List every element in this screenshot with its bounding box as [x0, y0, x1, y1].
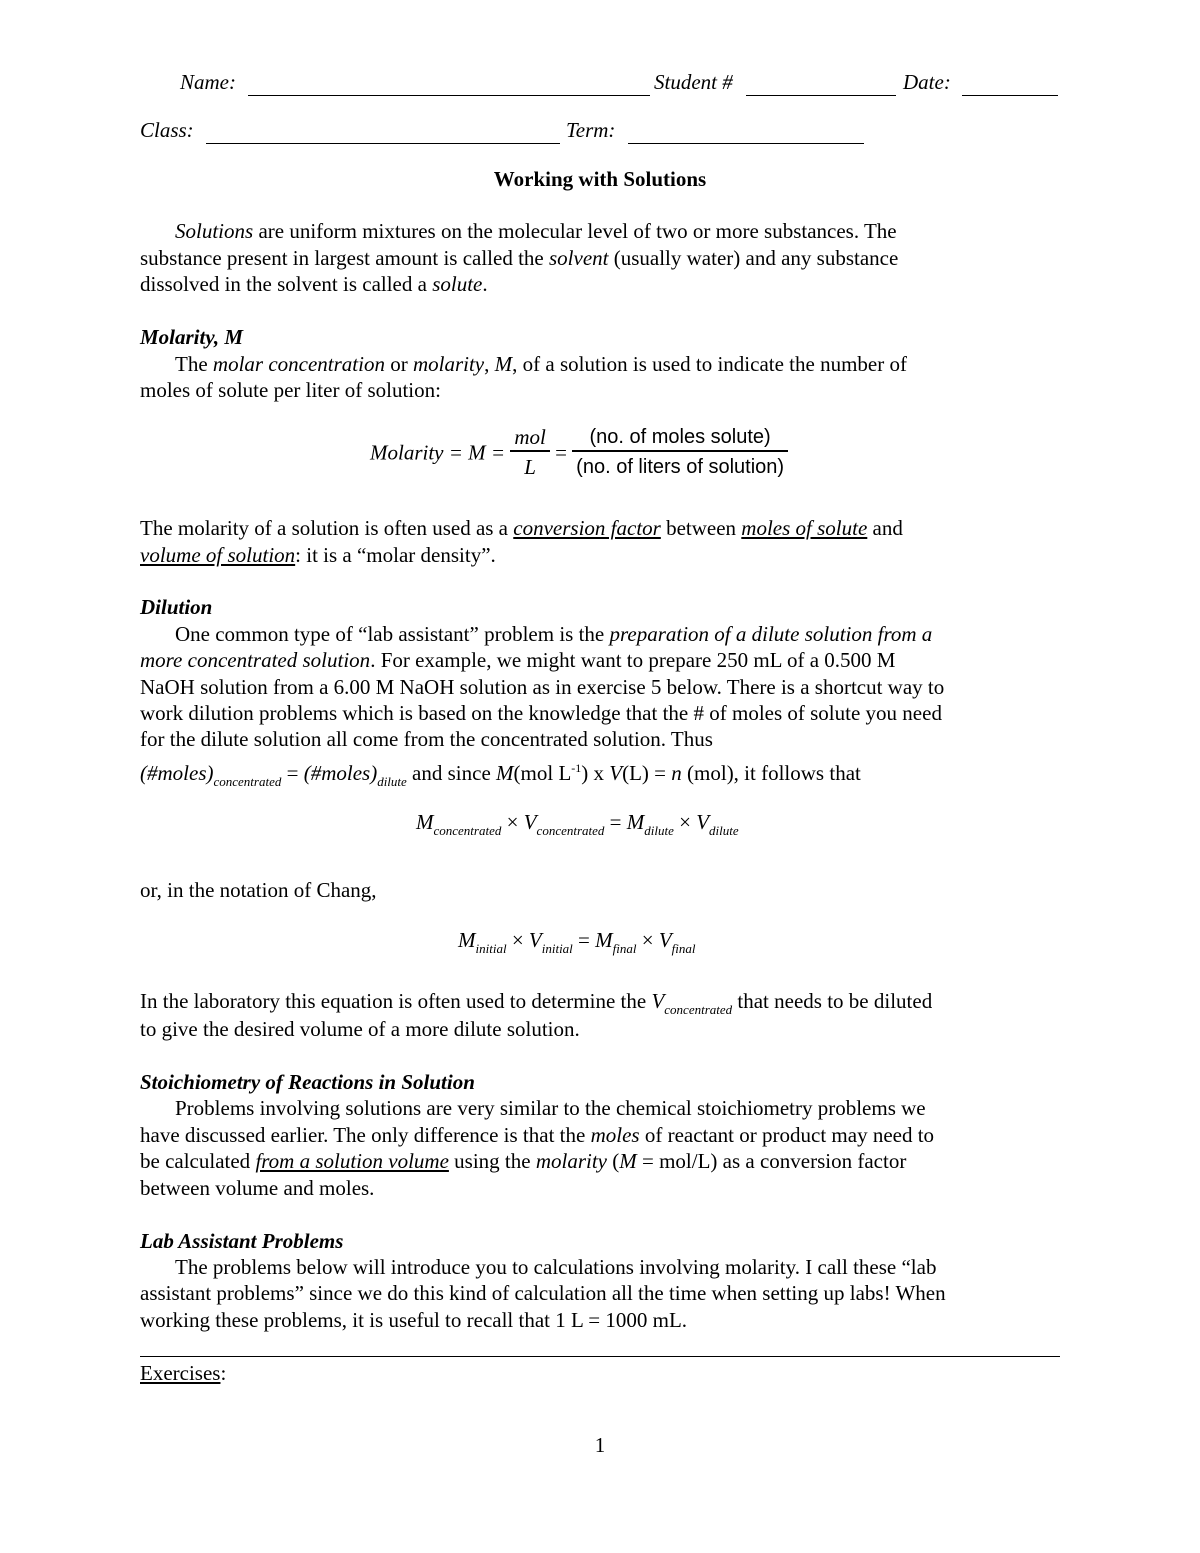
text: and: [867, 516, 903, 540]
exercises-heading: Exercises: [140, 1361, 221, 1385]
equals-sign: =: [281, 761, 304, 785]
section-divider: [140, 1356, 1060, 1357]
symbol-n: n: [671, 761, 682, 785]
subscript: concentrated: [536, 823, 605, 838]
page-number: 1: [594, 1433, 606, 1457]
symbol-v: V: [609, 761, 623, 785]
text: and since: [406, 761, 497, 785]
dilution-equation: [416, 810, 739, 839]
times-sign: ×: [636, 928, 659, 952]
fraction-denominator: (no. of liters of solution): [572, 450, 788, 482]
text: One common type of “lab assistant” problem is the: [175, 622, 610, 646]
intro-text: (usually water) and any substance: [608, 246, 899, 270]
dilution-line-3: NaOH solution from a 6.00 M NaOH solution as in exercise 5 below. There is a shortcut way to: [140, 675, 945, 699]
term-field[interactable]: [628, 123, 864, 144]
times-sign: ×: [501, 810, 524, 834]
symbol-v: V: [528, 928, 542, 952]
term-solution-volume: from a solution volume: [255, 1149, 449, 1173]
chang-line: or, in the notation of Chang,: [140, 878, 377, 902]
subscript: concentrated: [213, 774, 282, 789]
term-solute: solute: [432, 272, 483, 296]
symbol-m: M: [458, 928, 476, 952]
symbol-v: V: [523, 810, 537, 834]
stoich-heading: Stoichiometry of Reactions in Solution: [140, 1070, 475, 1094]
dilution-heading: Dilution: [140, 595, 213, 619]
subscript: final: [671, 941, 696, 956]
dilution-line-6: [140, 755, 1060, 795]
stoich-line-3: [140, 1148, 1060, 1174]
text: or: [384, 352, 413, 376]
molarity-p2-line-1: [140, 515, 1060, 541]
stoich-line-1: Problems involving solutions are very similar to the chemical stoichiometry problems we: [175, 1096, 926, 1120]
term-solutions: Solutions: [175, 219, 254, 243]
term-moles-of-solute: moles of solute: [741, 516, 868, 540]
fraction-numerator: (no. of moles solute): [589, 426, 771, 448]
symbol-v: V: [658, 928, 672, 952]
subscript: initial: [541, 941, 573, 956]
exercises-label: [140, 1360, 1060, 1386]
moles-term: (#moles): [303, 761, 378, 785]
subscript: dilute: [644, 823, 674, 838]
moles-term: (#moles): [140, 761, 214, 785]
term-volume-of-solution: volume of solution: [140, 543, 296, 567]
text: (mol L: [513, 761, 572, 785]
intro-line-3: [140, 271, 1060, 297]
intro-text: substance present in largest amount is called the: [140, 246, 549, 270]
subscript: concentrated: [433, 823, 502, 838]
intro-text: .: [482, 272, 488, 296]
text: , of a solution is used to indicate the number of: [512, 352, 907, 376]
text: In the laboratory this equation is often used to determine the: [140, 989, 652, 1013]
subscript: dilute: [377, 774, 407, 789]
text: of reactant or product may need to: [639, 1123, 935, 1147]
text: : it is a “molar density”.: [295, 543, 496, 567]
equals-sign: =: [572, 928, 596, 952]
molarity-equation: [370, 424, 788, 482]
equals-sign: =: [555, 440, 567, 465]
fraction-numerator: mol: [514, 425, 546, 449]
intro-text: dissolved in the solvent is called a: [140, 272, 433, 296]
text: using the: [448, 1149, 536, 1173]
name-label: Name:: [180, 70, 236, 94]
page-title: Working with Solutions: [493, 167, 707, 191]
equation-left: Molarity = M =: [370, 440, 506, 465]
dilution-line-2: [140, 647, 1060, 673]
lab-eq-line-2: to give the desired volume of a more dilute solution.: [140, 1017, 580, 1041]
subscript: dilute: [709, 823, 739, 838]
dilution-line-4: work dilution problems which is based on the knowledge that the # of moles of solute you need: [140, 701, 942, 725]
fraction-denominator: L: [510, 450, 550, 482]
text: that needs to be diluted: [732, 989, 933, 1013]
text: (L) =: [622, 761, 672, 785]
fraction-moles-per-liters: [572, 424, 788, 482]
text: (: [607, 1149, 620, 1173]
subscript: final: [612, 941, 637, 956]
superscript: -1: [571, 761, 582, 775]
text: . For example, we might want to prepare 250 mL of a 0.500 M: [370, 648, 896, 672]
text: = mol/L) as a conversion factor: [636, 1149, 907, 1173]
text: have discussed earlier. The only difference is that the: [140, 1123, 591, 1147]
term-molar-concentration: molar concentration: [212, 352, 385, 376]
term-moles: moles: [590, 1123, 640, 1147]
equals-sign: =: [604, 810, 627, 834]
symbol-m: M: [595, 928, 613, 952]
text: The: [175, 352, 213, 376]
fraction-mol-per-l: [510, 424, 550, 482]
class-label: Class:: [140, 118, 194, 142]
intro-line-1: [140, 218, 1095, 244]
intro-line-2: [140, 245, 1060, 271]
molarity-heading: Molarity, M: [140, 325, 244, 349]
symbol-v: V: [651, 989, 665, 1013]
text: ) x: [581, 761, 610, 785]
subscript: initial: [475, 941, 507, 956]
text: be calculated: [140, 1149, 256, 1173]
lab-line-1: The problems below will introduce you to calculations involving molarity. I call these “lab: [175, 1255, 937, 1279]
lab-line-3: working these problems, it is useful to recall that 1 L = 1000 mL.: [140, 1308, 688, 1332]
stoich-line-2: [140, 1122, 1060, 1148]
term-molarity: molarity: [412, 352, 485, 376]
chang-equation: [458, 928, 696, 957]
stoich-line-4: between volume and moles.: [140, 1176, 375, 1200]
class-field[interactable]: [206, 123, 560, 144]
term-concentrated-solution: more concentrated solution: [140, 648, 371, 672]
symbol-m: M: [619, 1149, 637, 1173]
symbol-m: M: [496, 761, 514, 785]
term-label: Term:: [566, 118, 616, 142]
symbol-m: M: [626, 810, 645, 834]
text: The molarity of a solution is often used as a: [140, 516, 514, 540]
student-number-field[interactable]: [746, 75, 896, 96]
term-conversion-factor: conversion factor: [513, 516, 661, 540]
date-label: Date:: [903, 70, 951, 94]
student-label: Student #: [654, 70, 733, 94]
text: ,: [484, 352, 495, 376]
dilution-line-5: for the dilute solution all come from the concentrated solution. Thus: [140, 727, 713, 751]
name-field[interactable]: [248, 75, 650, 96]
term-solvent: solvent: [549, 246, 609, 270]
lab-line-2: assistant problems” since we do this kind of calculation all the time when setting up labs! When: [140, 1281, 946, 1305]
term-preparation: preparation of a dilute solution from a: [609, 622, 933, 646]
text: between: [660, 516, 742, 540]
term-molarity: molarity: [535, 1149, 607, 1173]
text: :: [220, 1361, 227, 1385]
molarity-line-1: [140, 351, 1095, 377]
date-field[interactable]: [962, 75, 1058, 96]
symbol-m: M: [494, 352, 513, 376]
times-sign: ×: [673, 810, 697, 834]
symbol-m: M: [416, 810, 434, 834]
molarity-p2-line-2: [140, 542, 1060, 568]
text: (mol), it follows that: [681, 761, 861, 785]
molarity-line-2: moles of solute per liter of solution:: [140, 378, 441, 402]
lab-heading: Lab Assistant Problems: [140, 1229, 344, 1253]
dilution-line-1: [140, 621, 1095, 647]
symbol-v: V: [696, 810, 710, 834]
subscript: concentrated: [664, 1002, 733, 1017]
times-sign: ×: [506, 928, 529, 952]
intro-text: are uniform mixtures on the molecular level of two or more substances. The: [253, 219, 897, 243]
